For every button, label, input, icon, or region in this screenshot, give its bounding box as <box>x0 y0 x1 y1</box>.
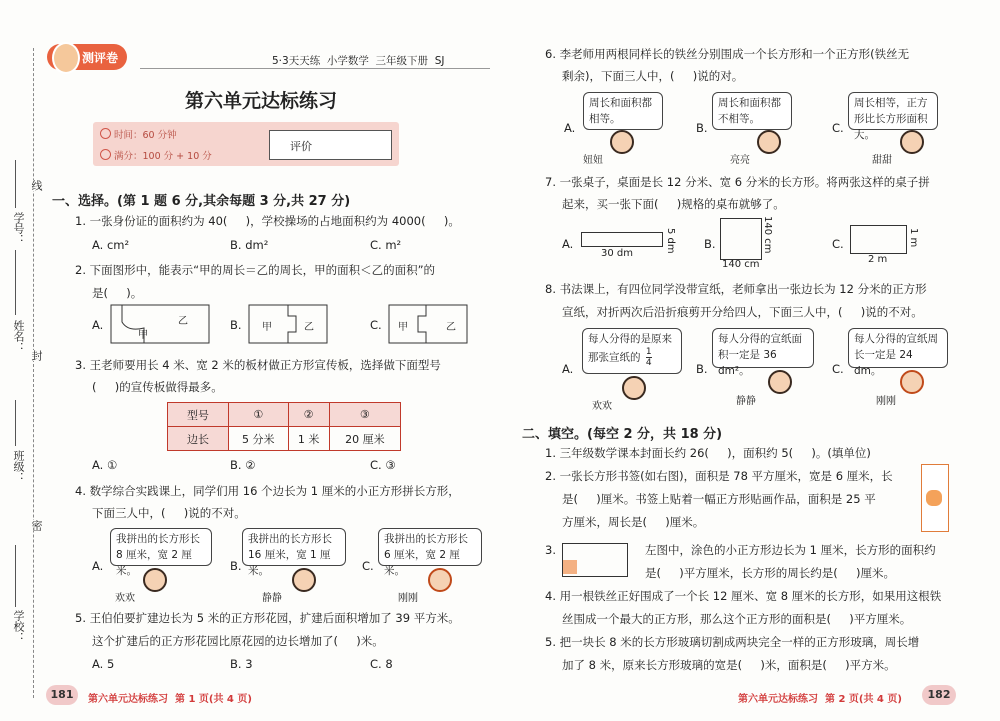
right-page-number: 182 <box>922 685 956 705</box>
f4-text-line2: 丝围成一个最大的正方形，那么这个正方形的面积是( )平方厘米。 <box>562 612 912 626</box>
q1-option-a[interactable]: A. cm² <box>92 238 130 252</box>
q7-a-width: 30 dm <box>601 248 633 259</box>
q1-text: 1. 一张身份证的面积约为 40( )，学校操场的占地面积约为 4000( )。 <box>75 214 460 228</box>
q4-text-line2: 下面三人中，( )说的不对。 <box>92 506 246 520</box>
bookmark-flower-icon <box>926 490 942 506</box>
q7-c-width: 2 m <box>868 254 888 265</box>
q7-c-height: 1 m <box>908 228 919 248</box>
q3-td-1: 5 分米 <box>229 427 289 451</box>
q5-option-a[interactable]: A. 5 <box>92 657 115 671</box>
q6-kid-a-icon <box>610 130 634 154</box>
q7-rect-c <box>850 225 907 254</box>
q4-bubble-a: 我拼出的长方形长 8 厘米，宽 2 厘米。 <box>110 528 212 566</box>
q4-name-a: 欢欢 <box>115 593 135 604</box>
section1-title: 一、选择。(第 1 题 6 分,其余每题 3 分,共 27 分) <box>52 194 351 209</box>
margin-class: 班级： <box>12 450 25 483</box>
q8-frac-den: 4 <box>645 358 652 368</box>
q4-kid-a-icon <box>143 568 167 592</box>
q8-kid-a-icon <box>622 376 646 400</box>
q8-option-a[interactable]: A. <box>562 362 574 376</box>
badge-avatar-icon <box>52 42 80 74</box>
full-score: 满分：100 分 + 10 分 <box>114 151 212 162</box>
header-rule <box>140 68 490 69</box>
q8-frac-num: 1 <box>645 347 652 357</box>
q4-option-c[interactable]: C. <box>362 559 374 573</box>
q4-option-a[interactable]: A. <box>92 559 104 573</box>
q6-kid-b-icon <box>757 130 781 154</box>
q8-bubble-a <box>582 328 682 374</box>
time-limit: 时间：60 分钟 <box>114 130 177 141</box>
q3-th-0: 型号 <box>168 403 229 427</box>
q8-bubble-a-text: 每人分得的是原来那张宣纸的 <box>588 333 672 364</box>
q3-option-a[interactable]: A. ① <box>92 458 118 472</box>
q6-option-a[interactable]: A. <box>564 121 576 135</box>
q8-option-c[interactable]: C. <box>832 362 844 376</box>
q6-bubble-b: 周长和面积都不相等。 <box>712 92 792 130</box>
q7-text-line1: 7. 一张桌子，桌面是长 12 分米、宽 6 分米的长方形。将两张这样的桌子拼 <box>545 175 930 189</box>
q4-text-line1: 4. 数学综合实践课上，同学们用 16 个边长为 1 厘米的小正方形拼长方形， <box>75 484 460 498</box>
q4-kid-c-icon <box>428 568 452 592</box>
q6-name-a: 妞妞 <box>583 155 603 166</box>
q4-name-c: 刚刚 <box>398 593 418 604</box>
f2-text-line2: 是( )厘米。书签上贴着一幅正方形贴画作品，面积是 25 平 <box>562 492 876 506</box>
q3-th-1: ① <box>229 403 289 427</box>
q1-option-b[interactable]: B. dm² <box>230 238 269 252</box>
right-footer-text: 第六单元达标练习 第 2 页(共 4 页) <box>738 694 902 705</box>
f5-text-line1: 5. 把一块长 8 米的长方形玻璃切割成两块完全一样的正方形玻璃，周长增 <box>545 635 920 649</box>
student-id-field[interactable] <box>15 160 16 208</box>
q7-a-height: 5 dm <box>665 228 676 254</box>
q5-option-c[interactable]: C. 8 <box>370 657 393 671</box>
q4-bubble-b: 我拼出的长方形长 16 厘米，宽 1 厘米。 <box>242 528 346 566</box>
f3-number: 3. <box>545 543 556 557</box>
q5-option-b[interactable]: B. 3 <box>230 657 253 671</box>
page-title: 第六单元达标练习 <box>185 90 338 112</box>
q7-option-c[interactable]: C. <box>832 237 844 251</box>
q3-td-3: 20 厘米 <box>329 427 400 451</box>
q1-option-c[interactable]: C. m² <box>370 238 402 252</box>
q3-table <box>167 402 401 451</box>
class-field[interactable] <box>15 400 16 446</box>
margin-close-mark: 密 <box>30 520 43 531</box>
q6-bubble-a: 周长和面积都相等。 <box>583 92 663 130</box>
q4-kid-b-icon <box>292 568 316 592</box>
q8-text-line1: 8. 书法课上，有四位同学没带宣纸，老师拿出一张边长为 12 分米的正方形 <box>545 282 927 296</box>
q6-option-b[interactable]: B. <box>696 121 708 135</box>
q8-fraction <box>646 347 652 368</box>
q2-figure-b <box>248 304 328 344</box>
badge-label: 测评卷 <box>82 51 119 65</box>
left-footer-text: 第六单元达标练习 第 1 页(共 4 页) <box>88 694 252 705</box>
margin-seal-mark: 封 <box>30 350 43 361</box>
q2-c-jia: 甲 <box>398 322 408 333</box>
f3-shaded-square <box>563 560 577 574</box>
f5-text-line2: 加了 8 米，原来长方形玻璃的宽是( )米，面积是( )平方米。 <box>562 658 896 672</box>
clock-icon <box>100 128 111 139</box>
q3-th-3: ③ <box>329 403 400 427</box>
q2-text-line2: 是( )。 <box>92 286 143 300</box>
q7-option-b[interactable]: B. <box>704 237 716 251</box>
book-info: 5·3天天练 小学数学 三年级下册 SJ <box>272 55 445 67</box>
q6-bubble-c: 周长相等，正方形比长方形面积大。 <box>848 92 938 130</box>
q7-option-a[interactable]: A. <box>562 237 574 251</box>
q4-bubble-c: 我拼出的长方形长 6 厘米，宽 2 厘米。 <box>378 528 482 566</box>
q2-option-b[interactable]: B. <box>230 318 242 332</box>
q6-name-b: 亮亮 <box>730 155 750 166</box>
q8-name-c: 刚刚 <box>876 396 896 407</box>
margin-line-mark: 线 <box>30 180 43 191</box>
q7-rect-b <box>720 218 762 260</box>
q4-option-b[interactable]: B. <box>230 559 242 573</box>
q3-th-2: ② <box>288 403 329 427</box>
q8-kid-b-icon <box>768 370 792 394</box>
q3-text-line2: ( )的宣传板做得最多。 <box>92 380 223 394</box>
q2-option-c[interactable]: C. <box>370 318 382 332</box>
q8-name-a: 欢欢 <box>592 401 612 412</box>
f4-text-line1: 4. 用一根铁丝正好围成了一个长 12 厘米、宽 8 厘米的长方形，如果用这根铁 <box>545 589 942 603</box>
q7-b-height: 140 cm <box>762 216 773 254</box>
q7-text-line2: 起来，买一张下面( )规格的桌布就够了。 <box>562 197 785 211</box>
margin-name: 姓名： <box>12 320 25 353</box>
q2-option-a[interactable]: A. <box>92 318 104 332</box>
q2-c-yi: 乙 <box>446 322 456 333</box>
q2-figure-a <box>110 304 210 344</box>
q3-td-2: 1 米 <box>288 427 329 451</box>
margin-school: 学校： <box>12 610 25 643</box>
q6-text-line1: 6. 李老师用两根同样长的铁丝分别围成一个长方形和一个正方形(铁丝无 <box>545 47 910 61</box>
q2-a-jia: 甲 <box>138 330 148 341</box>
check-icon <box>100 149 111 160</box>
q8-kid-c-icon <box>900 370 924 394</box>
q8-name-b: 静静 <box>736 396 756 407</box>
f3-text-line1: 左图中，涂色的小正方形边长为 1 厘米，长方形的面积约 <box>645 543 936 557</box>
q7-b-width: 140 cm <box>722 259 760 270</box>
q2-a-yi: 乙 <box>178 316 188 327</box>
section2-title: 二、填空。(每空 2 分，共 18 分) <box>522 427 723 442</box>
f2-text-line1: 2. 一张长方形书签(如右图)，面积是 78 平方厘米，宽是 6 厘米，长 <box>545 469 893 483</box>
evaluation-label: 评价 <box>290 140 312 153</box>
q6-option-c[interactable]: C. <box>832 121 844 135</box>
q6-kid-c-icon <box>900 130 924 154</box>
q6-text-line2: 剩余)，下面三人中，( )说的对。 <box>562 69 744 83</box>
q6-name-c: 甜甜 <box>872 155 892 166</box>
q8-option-b[interactable]: B. <box>696 362 708 376</box>
evaluation-field[interactable] <box>331 130 392 160</box>
f2-text-line3: 方厘米，周长是( )厘米。 <box>562 515 705 529</box>
q2-b-yi: 乙 <box>304 322 314 333</box>
q8-text-line2: 宣纸，对折两次后沿折痕剪开分给四人，下面三人中，( )说的不对。 <box>562 305 923 319</box>
q8-bubble-c: 每人分得的宣纸周长一定是 24 dm。 <box>848 328 948 368</box>
q3-text-line1: 3. 王老师要用长 4 米、宽 2 米的板材做正方形宣传板，选择做下面型号 <box>75 358 441 372</box>
q4-name-b: 静静 <box>262 593 282 604</box>
q5-text-line1: 5. 王伯伯要扩建边长为 5 米的正方形花园，扩建后面积增加了 39 平方米。 <box>75 611 460 625</box>
f3-text-line2: 是( )平方厘米，长方形的周长约是( )厘米。 <box>645 566 895 580</box>
school-field[interactable] <box>15 545 16 607</box>
margin-student-id: 学号： <box>12 212 25 245</box>
name-field[interactable] <box>15 250 16 315</box>
q7-rect-a <box>581 232 663 247</box>
q2-text-line1: 2. 下面图形中，能表示“甲的周长＝乙的周长，甲的面积＜乙的面积”的 <box>75 263 436 277</box>
binding-line <box>33 48 34 698</box>
q2-b-jia: 甲 <box>262 322 272 333</box>
q3-option-b[interactable]: B. ② <box>230 458 256 472</box>
q8-bubble-b: 每人分得的宣纸面积一定是 36 dm²。 <box>712 328 814 368</box>
left-page-number: 181 <box>46 685 78 705</box>
f1-text: 1. 三年级数学课本封面长约 26( )，面积约 5( )。(填单位) <box>545 446 871 460</box>
q3-td-0: 边长 <box>168 427 229 451</box>
q5-text-line2: 这个扩建后的正方形花园比原花园的边长增加了( )米。 <box>92 634 384 648</box>
q3-option-c[interactable]: C. ③ <box>370 458 396 472</box>
